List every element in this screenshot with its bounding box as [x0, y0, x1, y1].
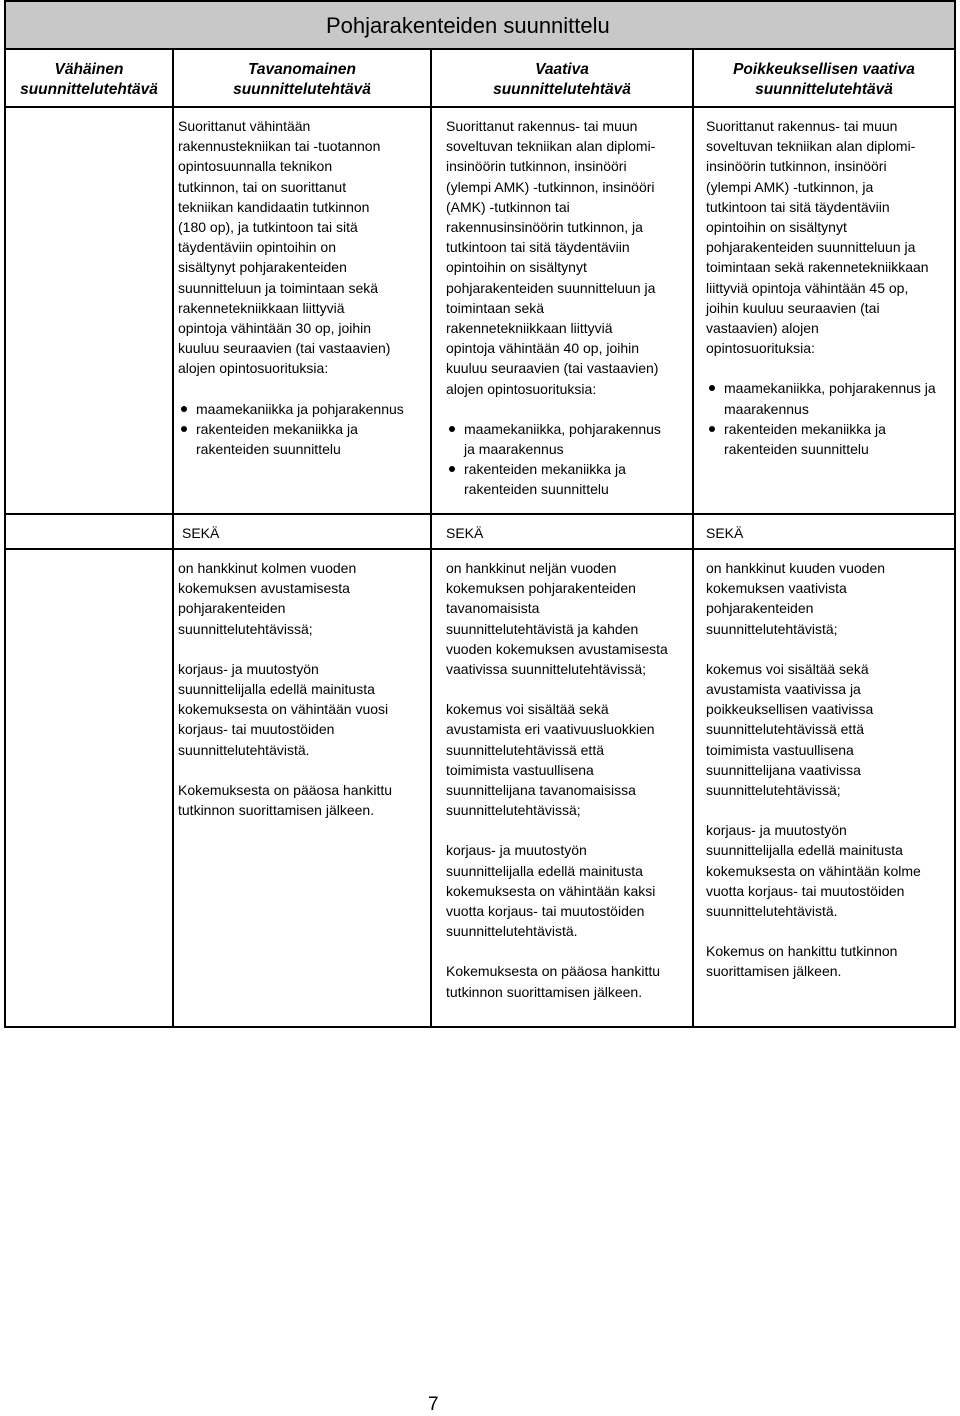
row-divider — [6, 548, 954, 550]
column-divider — [172, 108, 174, 1026]
table-title: Pohjarakenteiden suunnittelu — [326, 13, 610, 38]
requirements-text: Suorittanut rakennus- tai muun soveltuvan tekniikan alan diplomi- insinöörin tutkinnon, insinööri (ylempi AMK) -tutkinnon, ja tutkintoon tai sitä täydentäviin opintoihin on sisältynyt pohjarakenteiden suunnitteluun ja toimintaan sekä rakennetekniikkaan liittyviä opintoja vähintään 45 op, joihin kuuluu seuraavien (tai vastaavien) alojen opintosuorituksia: — [706, 118, 929, 357]
requirements-text: Suorittanut vähintään rakennustekniikan tai -tuotannon opintosuunnalla teknikon tutkinnon, tai on suorittanut tekniikan kandidaatin tutkinnon (180 op), ja tutkintoon tai sitä täydentäviin opintoihin on sisältynyt pohjarakenteiden suunnitteluun ja toimintaan sekä rakennetekniikkaan liittyviä opintoja vähintään 30 op, joihin kuuluu seuraavien (tai vastaavien) alojen opintosuorituksia: — [178, 118, 391, 377]
column-divider — [692, 108, 694, 1026]
list-item: rakenteiden mekaniikka ja rakenteiden suunnittelu — [706, 419, 952, 459]
experience-text: Kokemuksesta on pääosa hankittu tutkinnon suorittamisen jälkeen. — [446, 963, 661, 1000]
header-poikkeuksellisen: Poikkeuksellisen vaativa suunnittelutehtävä — [733, 61, 915, 98]
experience-text: Kokemuksesta on pääosa hankittu tutkinnon suorittamisen jälkeen. — [178, 781, 393, 819]
experience-text: Kokemus on hankittu tutkinnon suorittamisen jälkeen. — [706, 943, 898, 980]
list-item: maamekaniikka ja pohjarakennus — [178, 399, 418, 419]
experience-text: kokemus voi sisältää sekä avustamista eri vaativuusluokkien suunnittelutehtävissä että toimimista vastuullisena suunnittelijana tavanomaisissa suunnittelutehtävissä; — [446, 701, 655, 819]
subject-list — [178, 399, 418, 460]
experience-text: korjaus- ja muutostyön suunnittelijalla edellä mainitusta kokemuksesta on vähintään vuosi korjaus- tai muutostöiden suunnittelutehtävistä. — [178, 660, 389, 758]
experience-text: on hankkinut kuuden vuoden kokemuksen vaativista pohjarakenteiden suunnittelutehtävistä; — [706, 560, 886, 637]
header-tavanomainen: Tavanomainen suunnittelutehtävä — [174, 50, 432, 106]
list-item: maamekaniikka, pohjarakennus ja maarakennus — [446, 419, 682, 459]
requirements-tavanomainen — [178, 116, 418, 459]
experience-tavanomainen — [178, 558, 418, 820]
experience-vaativa — [446, 558, 682, 1002]
header-vahainen: Vähäinen suunnittelutehtävä — [6, 50, 174, 106]
experience-text: korjaus- ja muutostyön suunnittelijalla edellä mainitusta kokemuksesta on vähintään kaksi vuotta korjaus- tai muutostöiden suunnittelutehtävistä. — [446, 842, 656, 940]
experience-text: on hankkinut neljän vuoden kokemuksen pohjarakenteiden tavanomaisista suunnittelutehtävistä ja kahden vuoden kokemuksen avustamisesta vaativissa suunnittelutehtävissä; — [446, 560, 668, 678]
experience-text: korjaus- ja muutostyön suunnittelijalla edellä mainitusta kokemuksesta on vähintään kolme vuotta korjaus- tai muutostöiden suunnittelutehtävistä. — [706, 822, 921, 920]
seka-label: SEKÄ — [446, 525, 484, 541]
experience-text: on hankkinut kolmen vuoden kokemuksen avustamisesta pohjarakenteiden suunnittelutehtävissä; — [178, 560, 357, 637]
subject-list — [446, 419, 682, 500]
seka-label: SEKÄ — [182, 525, 220, 541]
list-item: maamekaniikka, pohjarakennus ja maarakennus — [706, 378, 952, 418]
subject-list — [706, 378, 952, 459]
header-vaativa: Vaativa suunnittelutehtävä — [432, 50, 694, 106]
requirements-vaativa — [446, 116, 682, 500]
column-header-row — [4, 50, 956, 108]
page-number: 7 — [428, 1394, 439, 1415]
experience-poikkeuksellisen — [706, 558, 952, 982]
list-item: rakenteiden mekaniikka ja rakenteiden suunnittelu — [446, 459, 682, 499]
requirements-text: Suorittanut rakennus- tai muun soveltuvan tekniikan alan diplomi- insinöörin tutkinnon, insinööri (ylempi AMK) -tutkinnon, insinööri (AMK) -tutkinnon tai rakennusinsinöörin tutkinnon, ja tutkintoon tai sitä täydentäviin opintoihin on sisältynyt pohjarakenteiden suunnitteluun ja toimintaan sekä rakennetekniikkaan liittyviä opintoja vähintään 40 op, joihin kuuluu seuraavien (tai vastaavien) alojen opintosuorituksia: — [446, 118, 659, 397]
table-title-bar — [4, 0, 956, 50]
row-divider — [6, 513, 954, 515]
list-item: rakenteiden mekaniikka ja rakenteiden suunnittelu — [178, 419, 418, 459]
seka-label: SEKÄ — [706, 525, 744, 541]
column-divider — [430, 108, 432, 1026]
requirements-poikkeuksellisen — [706, 116, 952, 459]
experience-text: kokemus voi sisältää sekä avustamista vaativissa ja poikkeuksellisen vaativissa suunnittelutehtävissä että toimimista vastuullisena suunnittelijana vaativissa suunnittelutehtävissä; — [706, 660, 874, 799]
